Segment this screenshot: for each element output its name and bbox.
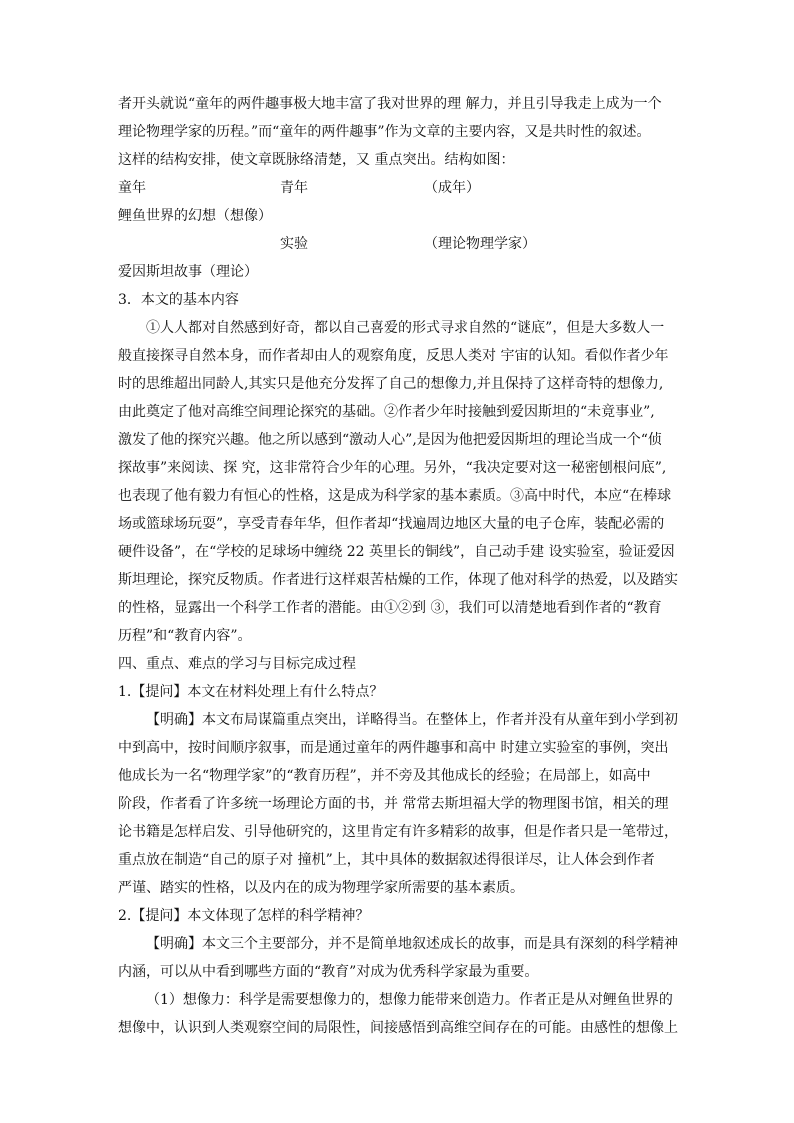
paragraph-line: 严谨、踏实的性格，以及内在的成为物理学家所需要的基本素质。 xyxy=(118,880,524,896)
paragraph-line: 般直接探寻自然本身，而作者却由人的观察角度，反思人类对 宇宙的认知。看似作者少年 xyxy=(118,348,669,364)
paragraph-line: 探故事”来阅读、探 究，这非常符合少年的心理。另外，“我决定要对这一秘密刨根问底”, xyxy=(118,460,667,476)
structure-cell: 青年 xyxy=(280,180,308,196)
document-page xyxy=(118,90,686,1042)
structure-cell: 鲤鱼世界的幻想（想像） xyxy=(118,208,272,224)
paragraph-line: 想像中，认识到人类观察空间的局限性，间接感悟到高维空间存在的可能。由感性的想像上 xyxy=(118,1020,678,1036)
paragraph-line: 论书籍是怎样启发、引导他研究的，这里肯定有许多精彩的故事，但是作者只是一笔带过， xyxy=(118,824,678,840)
structure-cell: （成年） xyxy=(424,180,480,196)
paragraph-line: 这样的结构安排，使文章既脉络清楚，又 重点突出。结构如图： xyxy=(118,152,515,168)
question-line: 2.【提问】本文体现了怎样的科学精神？ xyxy=(118,908,370,924)
paragraph-line: 者开头就说“童年的两件趣事极大地丰富了我对世界的理 解力，并且引导我走上成为一个 xyxy=(118,96,662,112)
structure-row xyxy=(118,202,686,230)
paragraph-line: 场或篮球场玩耍”，享受青春年华，但作者却“找遍周边地区大量的电子仓库，装配必需的 xyxy=(118,516,665,532)
paragraph-line: 也表现了他有毅力有恒心的性格，这是成为科学家的基本素质。③高中时代，本应“在棒球 xyxy=(118,488,672,504)
paragraph-line: 由此奠定了他对高维空间理论探究的基础。②作者少年时接触到爱因斯坦的“未竟事业”, xyxy=(118,404,655,420)
paragraph-line: 斯坦理论，探究反物质。作者进行这样艰苦枯燥的工作，体现了他对科学的热爱，以及踏实 xyxy=(118,572,678,588)
question-line: 1.【提问】本文在材料处理上有什么特点？ xyxy=(118,684,384,700)
paragraph-line: 重点放在制造“自己的原子对 撞机”上，其中具体的数据叙述得很详尽，让人体会到作者 xyxy=(118,852,655,868)
paragraph-line: 内涵，可以从中看到哪些方面的“教育”对成为优秀科学家最为重要。 xyxy=(118,964,539,980)
paragraph-line: 硬件设备”，在“学校的足球场中缠绕 22 英里长的铜线”，自己动手建 设实验室，验证爱因 xyxy=(118,544,675,560)
paragraph-line: 的性格，显露出一个科学工作者的潜能。由①②到 ③，我们可以清楚地看到作者的“教育 xyxy=(118,600,662,616)
structure-row xyxy=(118,258,686,286)
paragraph-line: 阶段，作者看了许多统一场理论方面的书，并 常常去斯坦福大学的物理图书馆，相关的理 xyxy=(118,796,669,812)
paragraph-line: （1）想像力：科学是需要想像力的，想像力能带来创造力。作者正是从对鲤鱼世界的 xyxy=(146,992,673,1008)
section-heading: 四、重点、难点的学习与目标完成过程 xyxy=(118,656,356,672)
structure-cell: 实验 xyxy=(280,236,308,252)
section-heading: 3．本文的基本内容 xyxy=(118,292,239,308)
paragraph-line: 中到高中，按时间顺序叙事，而是通过童年的两件趣事和高中 时建立实验室的事例，突出 xyxy=(118,740,669,756)
paragraph-line: 【明确】本文布局谋篇重点突出，详略得当。在整体上，作者并没有从童年到小学到初 xyxy=(146,712,678,728)
paragraph-line: 激发了他的探究兴趣。他之所以感到“激动人心”,是因为他把爱因斯坦的理论当成一个“侦 xyxy=(118,432,662,448)
structure-cell: 童年 xyxy=(118,180,146,196)
structure-cell: 爱因斯坦故事（理论） xyxy=(118,264,258,280)
paragraph-line: 历程”和“教育内容”。 xyxy=(118,628,252,644)
paragraph-line: 时的思维超出同龄人,其实只是他充分发挥了自己的想像力,并且保持了这样奇特的想像力, xyxy=(118,376,664,392)
paragraph-line: 他成长为一名“物理学家”的“教育历程”，并不旁及其他成长的经验；在局部上，如高中 xyxy=(118,768,651,784)
paragraph-line: 【明确】本文三个主要部分，并不是简单地叙述成长的故事，而是具有深刻的科学精神 xyxy=(146,936,678,952)
structure-cell: （理论物理学家） xyxy=(424,236,536,252)
paragraph-line: ①人人都对自然感到好奇，都以自己喜爱的形式寻求自然的“谜底”，但是大多数人一 xyxy=(146,320,665,336)
paragraph-line: 理论物理学家的历程。”而“童年的两件趣事”作为文章的主要内容，又是共时性的叙述。 xyxy=(118,124,651,140)
structure-row xyxy=(118,230,686,258)
structure-row xyxy=(118,174,686,202)
